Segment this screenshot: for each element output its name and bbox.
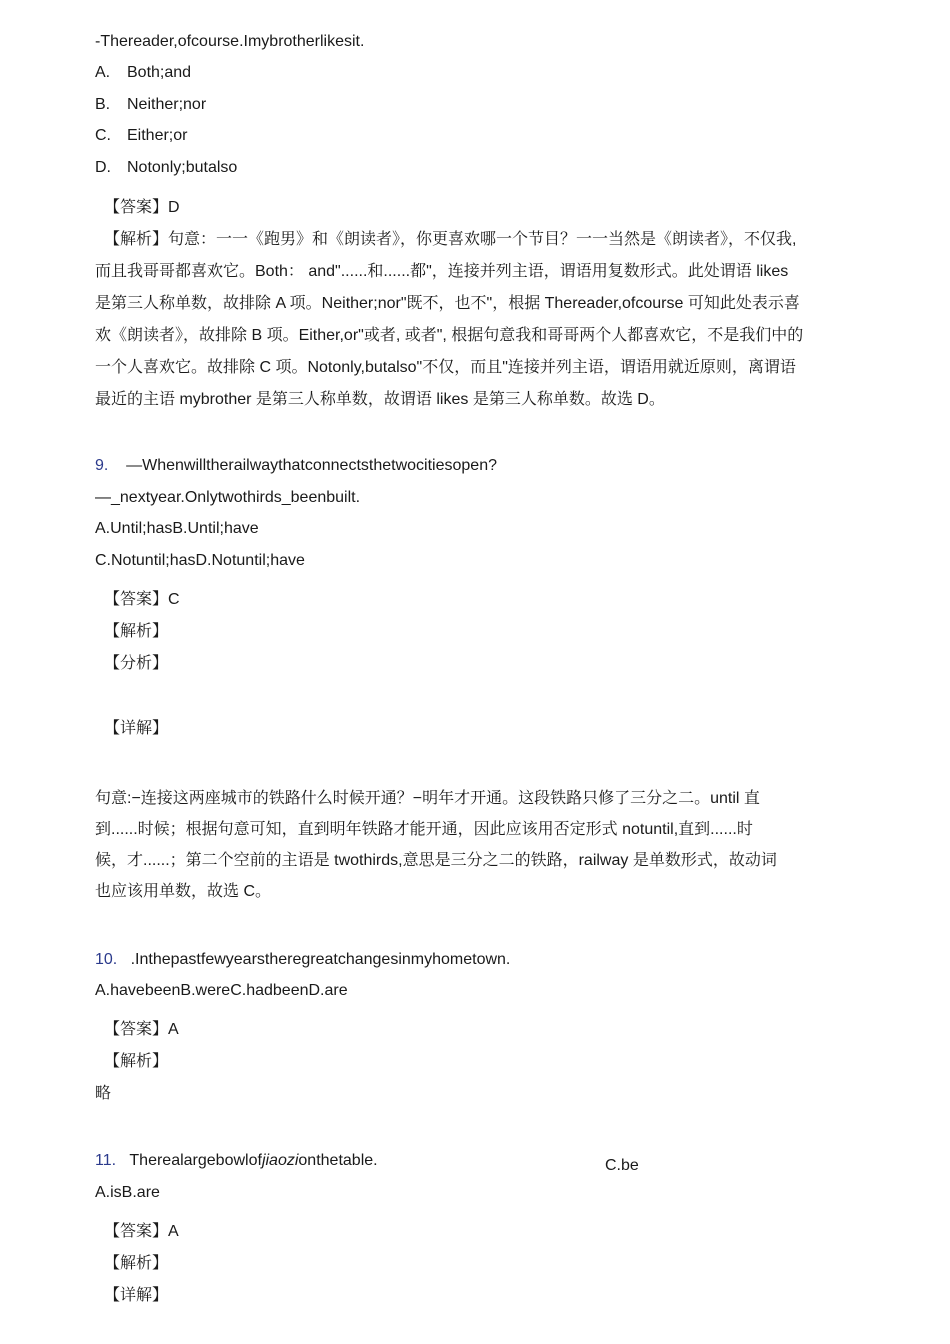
option-letter: A. xyxy=(95,64,111,81)
question-number: 11. xyxy=(95,1152,117,1169)
q9-jiexi-heading: 【解析】 xyxy=(104,623,169,640)
q9-fenxi-heading: 【分析】 xyxy=(104,655,169,672)
q8-answer: 【答案】D xyxy=(104,199,180,216)
q11-jiexi-heading: 【解析】 xyxy=(104,1255,169,1272)
q8-option-c xyxy=(95,126,187,146)
q9-detail-line: 也应该用单数，故选 C。 xyxy=(95,883,272,900)
option-letter: B. xyxy=(95,96,111,113)
q10-lue: 略 xyxy=(95,1085,112,1102)
q8-option-d xyxy=(95,158,237,178)
q9-answer: 【答案】C xyxy=(104,591,180,608)
question-number: 9. xyxy=(95,457,109,474)
question-number: 10. xyxy=(95,951,118,968)
q11-option-c: C.be xyxy=(605,1157,639,1174)
q8-option-b xyxy=(95,95,206,115)
option-text: Notonly;butalso xyxy=(127,159,238,176)
q10-options: A.havebeenB.wereC.hadbeenD.are xyxy=(95,982,348,999)
q11-answer: 【答案】A xyxy=(104,1223,179,1240)
q9-xiangjie-heading: 【详解】 xyxy=(104,720,169,737)
q10-jiexi-heading: 【解析】 xyxy=(104,1053,169,1070)
q8-stem-line: -Thereader,ofcourse.Imybrotherlikesit. xyxy=(95,33,365,50)
q9-options-1: A.Until;hasB.Until;have xyxy=(95,520,259,537)
q9-detail-line: 到......时候；根据句意可知，直到明年铁路才能开通，因此应该用否定形式 notuntil,直到......时 xyxy=(95,821,753,838)
q11-options: A.isB.are xyxy=(95,1184,160,1201)
question-text: .Inthepastfewyearstheregreatchangesinmyhometown. xyxy=(130,951,511,968)
question-text: Therealargebowlof xyxy=(129,1152,262,1169)
question-italic-word: jiaozi xyxy=(261,1152,299,1169)
q8-analysis-line: 一个人喜欢它。故排除 C 项。Notonly,butalso"不仅，而且"连接并列主语，谓语用就近原则，离谓语 xyxy=(95,359,796,376)
q9-options-2: C.Notuntil;hasD.Notuntil;have xyxy=(95,552,305,569)
q8-analysis-line: 【解析】句意：一一《跑男》和《朗读者》，你更喜欢哪一个节目？一一当然是《朗读者》，不仅我, xyxy=(104,231,797,248)
q10-stem xyxy=(95,950,510,970)
q9-detail-line: 候，才......；第二个空前的主语是 twothirds,意思是三分之二的铁路，railway 是单数形式，故动词 xyxy=(95,852,777,869)
q8-analysis-line: 而且我哥哥都喜欢它。Both： and"......和......都"，连接并列主语，谓语用复数形式。此处谓语 likes xyxy=(95,263,789,280)
q9-stem-2: —_nextyear.Onlytwothirds_beenbuilt. xyxy=(95,489,361,506)
q8-analysis-line: 欢《朗读者》，故排除 B 项。Either,or"或者, 或者", 根据句意我和哥哥两个人都喜欢它，不是我们中的 xyxy=(95,327,804,344)
option-letter: D. xyxy=(95,159,111,176)
q8-option-a xyxy=(95,63,191,83)
q8-analysis-line: 最近的主语 mybrother 是第三人称单数，故谓语 likes 是第三人称单数。故选 D。 xyxy=(95,391,665,408)
question-text-end: onthetable. xyxy=(298,1152,378,1169)
q9-detail-line: 句意:−连接这两座城市的铁路什么时候开通？−明年才开通。这段铁路只修了三分之二。until 直 xyxy=(95,790,760,807)
q11-stem xyxy=(95,1151,378,1171)
question-text: —Whenwilltherailwaythatconnectsthetwocitiesopen? xyxy=(126,457,497,474)
q9-stem xyxy=(95,456,497,476)
option-text: Neither;nor xyxy=(127,96,207,113)
option-text: Both;and xyxy=(127,64,192,81)
q8-analysis-line: 是第三人称单数，故排除 A 项。Neither;nor"既不，也不"，根据 Thereader,ofcourse 可知此处表示喜 xyxy=(95,295,800,312)
option-text: Either;or xyxy=(127,127,188,144)
q10-answer: 【答案】A xyxy=(104,1021,179,1038)
q11-xiangjie-heading: 【详解】 xyxy=(104,1287,169,1304)
option-letter: C. xyxy=(95,127,111,144)
